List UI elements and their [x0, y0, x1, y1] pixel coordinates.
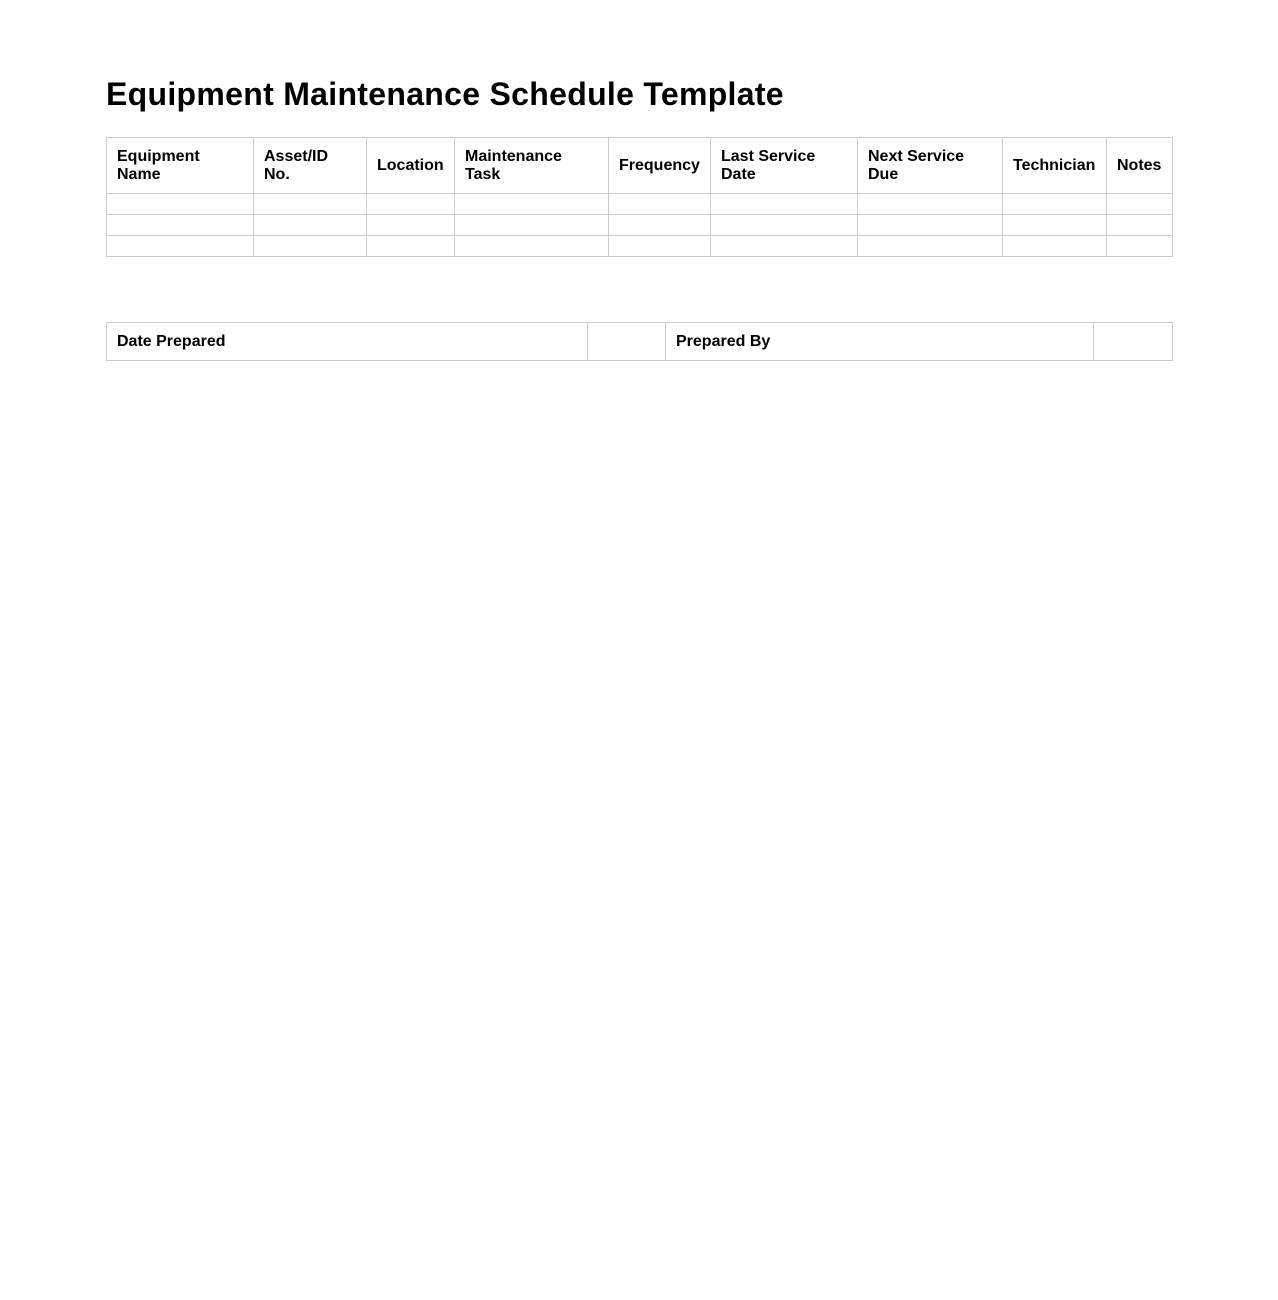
cell-frequency[interactable] — [609, 236, 711, 257]
prepared-by-label: Prepared By — [666, 323, 1094, 361]
cell-equipment-name[interactable] — [107, 236, 254, 257]
summary-row — [107, 323, 1173, 361]
cell-notes[interactable] — [1107, 215, 1173, 236]
column-header-location: Location — [367, 138, 455, 194]
cell-frequency[interactable] — [609, 194, 711, 215]
cell-asset-id[interactable] — [254, 236, 367, 257]
cell-location[interactable] — [367, 215, 455, 236]
cell-last-service-date[interactable] — [711, 215, 858, 236]
cell-technician[interactable] — [1003, 215, 1107, 236]
table-row — [107, 236, 1173, 257]
cell-asset-id[interactable] — [254, 194, 367, 215]
cell-technician[interactable] — [1003, 194, 1107, 215]
column-header-maintenance-task: Maintenance Task — [455, 138, 609, 194]
column-header-equipment-name: Equipment Name — [107, 138, 254, 194]
maintenance-schedule-table — [106, 137, 1173, 257]
column-header-next-service-due: Next Service Due — [858, 138, 1003, 194]
cell-technician[interactable] — [1003, 236, 1107, 257]
cell-notes[interactable] — [1107, 236, 1173, 257]
date-prepared-field[interactable] — [588, 323, 666, 361]
column-header-asset-id: Asset/ID No. — [254, 138, 367, 194]
cell-equipment-name[interactable] — [107, 215, 254, 236]
cell-asset-id[interactable] — [254, 215, 367, 236]
cell-next-service-due[interactable] — [858, 215, 1003, 236]
cell-next-service-due[interactable] — [858, 236, 1003, 257]
cell-last-service-date[interactable] — [711, 236, 858, 257]
cell-location[interactable] — [367, 194, 455, 215]
column-header-last-service-date: Last Service Date — [711, 138, 858, 194]
prepared-by-field[interactable] — [1094, 323, 1173, 361]
cell-maintenance-task[interactable] — [455, 236, 609, 257]
table-row — [107, 215, 1173, 236]
date-prepared-label: Date Prepared — [107, 323, 588, 361]
cell-next-service-due[interactable] — [858, 194, 1003, 215]
cell-maintenance-task[interactable] — [455, 194, 609, 215]
column-header-technician: Technician — [1003, 138, 1107, 194]
cell-notes[interactable] — [1107, 194, 1173, 215]
cell-maintenance-task[interactable] — [455, 215, 609, 236]
cell-equipment-name[interactable] — [107, 194, 254, 215]
cell-last-service-date[interactable] — [711, 194, 858, 215]
cell-frequency[interactable] — [609, 215, 711, 236]
header-row — [107, 138, 1173, 194]
page-title: Equipment Maintenance Schedule Template — [106, 76, 784, 112]
cell-location[interactable] — [367, 236, 455, 257]
table-row — [107, 194, 1173, 215]
column-header-frequency: Frequency — [609, 138, 711, 194]
preparation-summary-table — [106, 322, 1173, 361]
column-header-notes: Notes — [1107, 138, 1173, 194]
